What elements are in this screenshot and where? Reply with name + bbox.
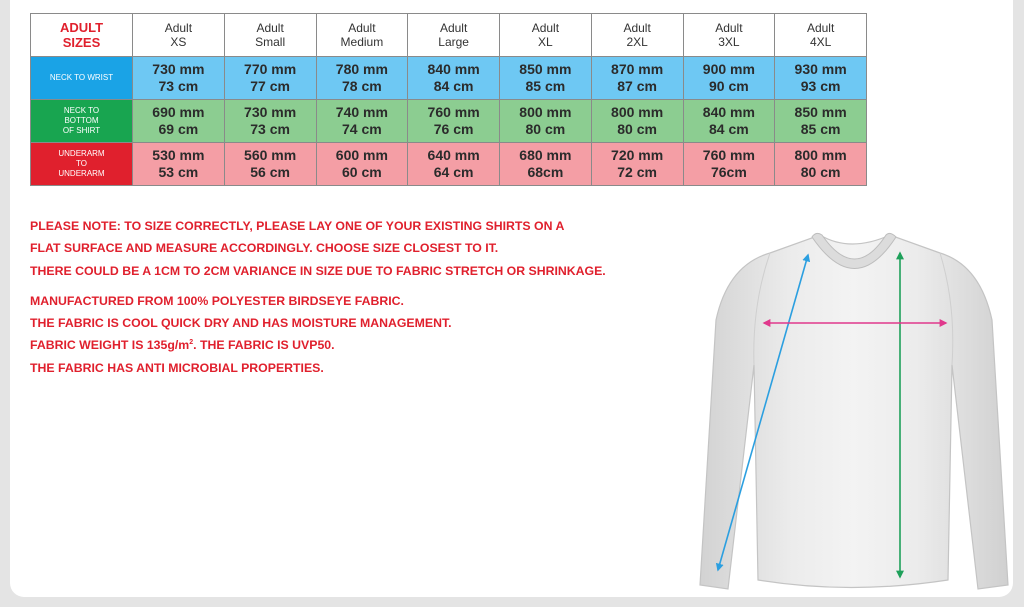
- measurement-cm: 84 cm: [709, 121, 749, 137]
- fabric-weight-suffix: . THE FABRIC IS UVP50.: [193, 338, 335, 353]
- fabric-note-line: THE FABRIC HAS ANTI MICROBIAL PROPERTIES.: [30, 360, 324, 375]
- measurement-mm: 730 mm: [244, 104, 297, 120]
- measurement-cm: 76 cm: [433, 121, 474, 137]
- measurement-cm: 80 cm: [800, 164, 841, 180]
- size-column-header: [683, 14, 775, 57]
- measurement-cm: 60 cm: [342, 164, 382, 180]
- size-column-header-line2: 2XL: [626, 35, 648, 49]
- size-header-row: [31, 14, 867, 57]
- measurement-cell: [316, 100, 408, 143]
- measurement-mm: 560 mm: [244, 147, 297, 163]
- measurement-mm: 690 mm: [152, 104, 205, 120]
- measurement-cell: [133, 143, 225, 186]
- measurement-mm: 680 mm: [519, 147, 572, 163]
- measurement-mm: 640 mm: [427, 147, 480, 163]
- measurement-cm: 76cm: [710, 164, 747, 180]
- size-chart-table: [30, 13, 867, 186]
- size-column-header-line2: Large: [438, 35, 469, 49]
- row-label-line: OF SHIRT: [62, 126, 101, 135]
- size-column-header-line2: Small: [255, 35, 286, 49]
- measurement-mm: 760 mm: [702, 147, 755, 163]
- size-column-header: [775, 14, 867, 57]
- fabric-weight-text: FABRIC WEIGHT IS 135g/m: [30, 338, 190, 353]
- measurement-mm: 760 mm: [427, 104, 480, 120]
- row-label-line: NECK TO: [63, 106, 100, 115]
- measurement-mm: 900 mm: [702, 61, 755, 77]
- size-guide-card: [10, 0, 1013, 597]
- size-column-header: [316, 14, 408, 57]
- size-column-header-line1: Adult: [348, 21, 376, 35]
- measurement-cell: [591, 100, 683, 143]
- adult-sizes-heading: [31, 14, 133, 57]
- measurement-cm: 85 cm: [800, 121, 841, 137]
- size-column-header-line1: Adult: [806, 21, 835, 35]
- measurement-cell: [775, 57, 867, 100]
- neck-to-bottom-row: [31, 100, 867, 143]
- measurement-mm: 800 mm: [794, 147, 847, 163]
- row-label-line: UNDERARM: [58, 169, 105, 178]
- measurement-cell: [500, 100, 592, 143]
- measurement-mm: 850 mm: [794, 104, 847, 120]
- row-label-line: BOTTOM: [64, 116, 99, 125]
- measurement-cm: 56 cm: [250, 164, 290, 180]
- measurement-cell: [775, 143, 867, 186]
- measurement-mm: 870 mm: [611, 61, 664, 77]
- neck-to-wrist-row: [31, 57, 867, 100]
- measurement-cell: [408, 100, 500, 143]
- measurement-cell: [133, 57, 225, 100]
- adult-sizes-heading-line1: ADULT: [59, 20, 104, 35]
- shirt-body: [700, 235, 1008, 589]
- measurement-cell: [316, 57, 408, 100]
- fabric-note-line: MANUFACTURED FROM 100% POLYESTER BIRDSEYE FABRIC.: [30, 293, 404, 308]
- fabric-note-line: THE FABRIC IS COOL QUICK DRY AND HAS MOISTURE MANAGEMENT.: [30, 316, 452, 331]
- size-column-header-line2: XL: [538, 35, 553, 49]
- measurement-cm: 68cm: [527, 164, 564, 180]
- measurement-cell: [683, 100, 775, 143]
- measurement-mm: 600 mm: [335, 147, 388, 163]
- measurement-mm: 730 mm: [152, 61, 205, 77]
- measurement-mm: 930 mm: [794, 61, 847, 77]
- measurement-cm: 84 cm: [433, 78, 474, 94]
- size-column-header-line2: XS: [170, 35, 187, 49]
- measurement-cell: [224, 57, 316, 100]
- measurement-cm: 73 cm: [158, 78, 199, 94]
- measurement-cm: 80 cm: [617, 121, 657, 137]
- sizing-note-line: PLEASE NOTE: TO SIZE CORRECTLY, PLEASE LAY ONE OF YOUR EXISTING SHIRTS ON A: [30, 219, 565, 233]
- measurement-cell: [683, 57, 775, 100]
- measurement-mm: 530 mm: [152, 147, 205, 163]
- size-column-header: [591, 14, 683, 57]
- measurement-cell: [316, 143, 408, 186]
- measurement-cell: [775, 100, 867, 143]
- measurement-mm: 800 mm: [519, 104, 572, 120]
- sizing-notes: [30, 215, 690, 379]
- underarm-label: [31, 143, 133, 186]
- measurement-mm: 740 mm: [335, 104, 388, 120]
- size-column-header: [133, 14, 225, 57]
- measurement-cm: 85 cm: [525, 78, 566, 94]
- measurement-mm: 770 mm: [244, 61, 297, 77]
- measurement-mm: 780 mm: [335, 61, 388, 77]
- measurement-cell: [683, 143, 775, 186]
- sizing-note-line: FLAT SURFACE AND MEASURE ACCORDINGLY. CHOOSE SIZE CLOSEST TO IT.: [30, 241, 499, 256]
- measurement-cm: 72 cm: [617, 164, 657, 180]
- size-column-header: [408, 14, 500, 57]
- size-column-header-line2: 4XL: [809, 35, 832, 49]
- measurement-cm: 78 cm: [342, 78, 382, 94]
- size-column-header: [224, 14, 316, 57]
- neck-to-bottom-label: [31, 100, 133, 143]
- fabric-weight-superscript: 2: [189, 339, 194, 347]
- measurement-mm: 840 mm: [427, 61, 480, 77]
- measurement-cell: [408, 57, 500, 100]
- row-label-line: NECK TO WRIST: [49, 73, 114, 82]
- sizing-note-line: THERE COULD BE A 1CM TO 2CM VARIANCE IN SIZE DUE TO FABRIC STRETCH OR SHRINKAGE.: [30, 263, 606, 278]
- neck-to-wrist-label: [31, 57, 133, 100]
- measurement-cm: 53 cm: [158, 164, 199, 180]
- row-label-line: UNDERARM: [58, 149, 105, 158]
- long-sleeve-shirt-icon: [690, 225, 1010, 597]
- size-column-header-line2: 3XL: [718, 35, 740, 49]
- measurement-cell: [408, 143, 500, 186]
- size-column-header-line1: Adult: [164, 21, 193, 35]
- measurement-cell: [224, 143, 316, 186]
- measurement-mm: 720 mm: [611, 147, 664, 163]
- underarm-row: [31, 143, 867, 186]
- measurement-cm: 87 cm: [617, 78, 657, 94]
- measurement-cell: [500, 143, 592, 186]
- size-column-header-line1: Adult: [715, 21, 743, 35]
- fabric-weight-line: [30, 334, 690, 356]
- measurement-cell: [224, 100, 316, 143]
- size-column-header-line1: Adult: [623, 21, 651, 35]
- size-column-header-line1: Adult: [531, 21, 560, 35]
- size-column-header-line2: Medium: [340, 35, 384, 49]
- measurement-cell: [500, 57, 592, 100]
- measurement-cm: 74 cm: [342, 121, 382, 137]
- measurement-mm: 800 mm: [611, 104, 664, 120]
- measurement-cm: 93 cm: [800, 78, 841, 94]
- measurement-cm: 80 cm: [525, 121, 566, 137]
- adult-sizes-heading-line2: SIZES: [62, 35, 101, 50]
- measurement-cell: [133, 100, 225, 143]
- measurement-cm: 69 cm: [158, 121, 199, 137]
- measurement-cell: [591, 57, 683, 100]
- measurement-cm: 73 cm: [250, 121, 290, 137]
- measurement-mm: 840 mm: [702, 104, 755, 120]
- measurement-mm: 850 mm: [519, 61, 572, 77]
- row-label-line: TO: [76, 159, 87, 168]
- measurement-cm: 90 cm: [709, 78, 749, 94]
- size-column-header: [500, 14, 592, 57]
- measurement-cm: 64 cm: [433, 164, 474, 180]
- measurement-cm: 77 cm: [250, 78, 290, 94]
- size-column-header-line1: Adult: [256, 21, 284, 35]
- size-column-header-line1: Adult: [439, 21, 468, 35]
- measurement-cell: [591, 143, 683, 186]
